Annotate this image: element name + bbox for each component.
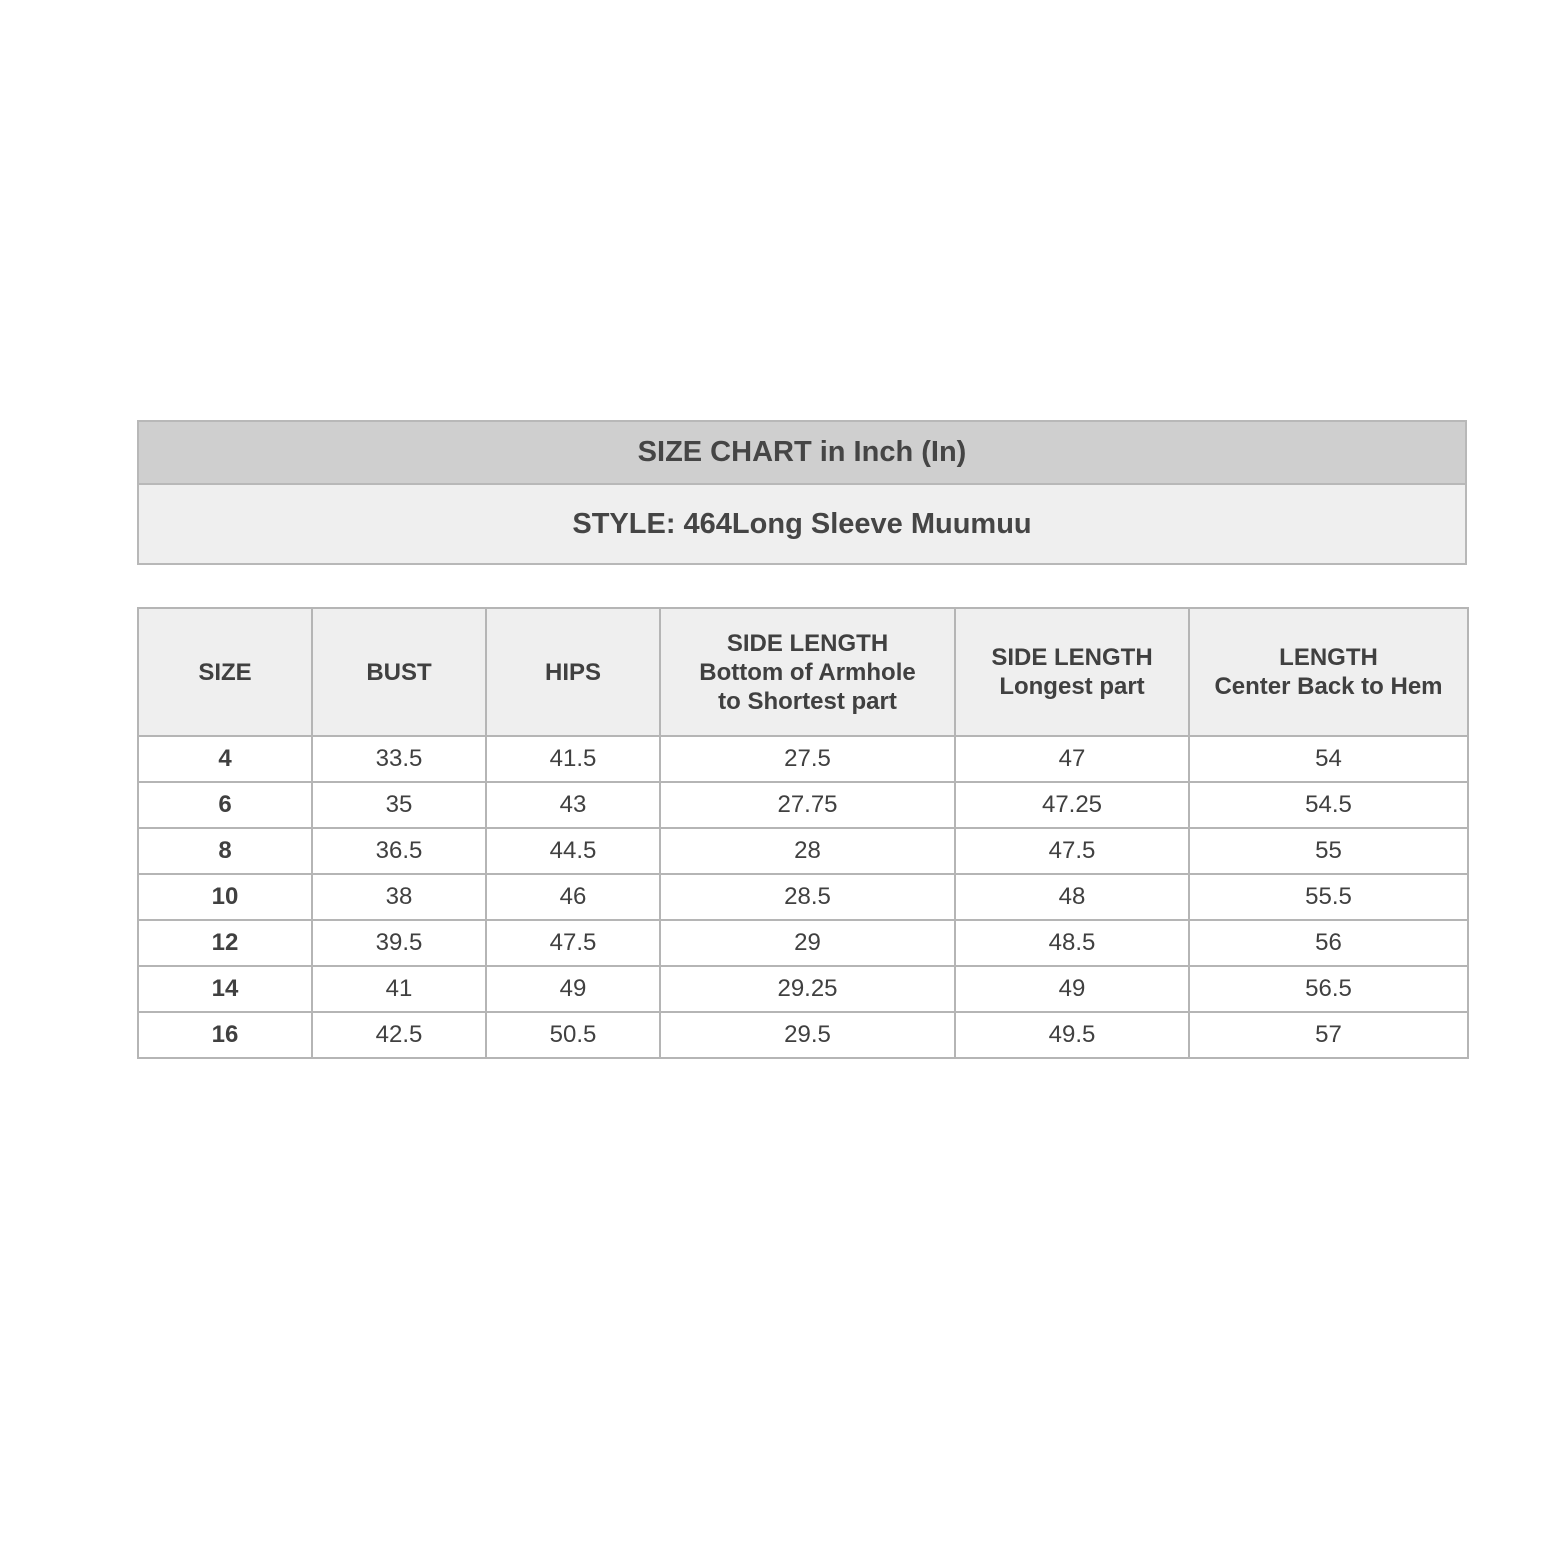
bust-cell: 39.5 — [312, 920, 486, 966]
bust-cell: 41 — [312, 966, 486, 1012]
header-side-length-shortest: SIDE LENGTH Bottom of Armhole to Shortest part — [660, 608, 955, 736]
table-row — [138, 828, 1468, 874]
side-length-longest-cell: 49.5 — [955, 1012, 1189, 1058]
header-size: SIZE — [138, 608, 312, 736]
bust-cell: 33.5 — [312, 736, 486, 782]
header-hips: HIPS — [486, 608, 660, 736]
size-cell: 8 — [138, 828, 312, 874]
length-cell: 55 — [1189, 828, 1468, 874]
bust-cell: 42.5 — [312, 1012, 486, 1058]
side-length-shortest-cell: 27.75 — [660, 782, 955, 828]
side-length-longest-cell: 47.25 — [955, 782, 1189, 828]
hips-cell: 50.5 — [486, 1012, 660, 1058]
side-length-shortest-cell: 29 — [660, 920, 955, 966]
side-length-shortest-cell: 27.5 — [660, 736, 955, 782]
hips-cell: 43 — [486, 782, 660, 828]
side-length-longest-cell: 47.5 — [955, 828, 1189, 874]
length-cell: 56.5 — [1189, 966, 1468, 1012]
size-chart-title-box — [137, 420, 1467, 565]
size-cell: 6 — [138, 782, 312, 828]
side-length-shortest-cell: 29.5 — [660, 1012, 955, 1058]
table-row — [138, 736, 1468, 782]
length-cell: 57 — [1189, 1012, 1468, 1058]
table-row — [138, 874, 1468, 920]
size-table — [137, 607, 1469, 1059]
table-row — [138, 920, 1468, 966]
style-name: STYLE: 464Long Sleeve Muumuu — [139, 485, 1465, 563]
side-length-longest-cell: 48 — [955, 874, 1189, 920]
table-row — [138, 782, 1468, 828]
side-length-longest-cell: 47 — [955, 736, 1189, 782]
bust-cell: 38 — [312, 874, 486, 920]
side-length-longest-cell: 49 — [955, 966, 1189, 1012]
size-cell: 4 — [138, 736, 312, 782]
size-cell: 10 — [138, 874, 312, 920]
bust-cell: 36.5 — [312, 828, 486, 874]
side-length-shortest-cell: 29.25 — [660, 966, 955, 1012]
header-bust: BUST — [312, 608, 486, 736]
chart-title: SIZE CHART in Inch (In) — [139, 422, 1465, 485]
hips-cell: 49 — [486, 966, 660, 1012]
header-side-length-longest: SIDE LENGTH Longest part — [955, 608, 1189, 736]
size-cell: 12 — [138, 920, 312, 966]
size-cell: 14 — [138, 966, 312, 1012]
side-length-shortest-cell: 28.5 — [660, 874, 955, 920]
size-cell: 16 — [138, 1012, 312, 1058]
hips-cell: 47.5 — [486, 920, 660, 966]
table-row — [138, 1012, 1468, 1058]
length-cell: 55.5 — [1189, 874, 1468, 920]
table-header-row — [138, 608, 1468, 736]
side-length-longest-cell: 48.5 — [955, 920, 1189, 966]
hips-cell: 41.5 — [486, 736, 660, 782]
header-length-center-back: LENGTH Center Back to Hem — [1189, 608, 1468, 736]
hips-cell: 44.5 — [486, 828, 660, 874]
bust-cell: 35 — [312, 782, 486, 828]
length-cell: 56 — [1189, 920, 1468, 966]
length-cell: 54.5 — [1189, 782, 1468, 828]
hips-cell: 46 — [486, 874, 660, 920]
side-length-shortest-cell: 28 — [660, 828, 955, 874]
table-row — [138, 966, 1468, 1012]
length-cell: 54 — [1189, 736, 1468, 782]
